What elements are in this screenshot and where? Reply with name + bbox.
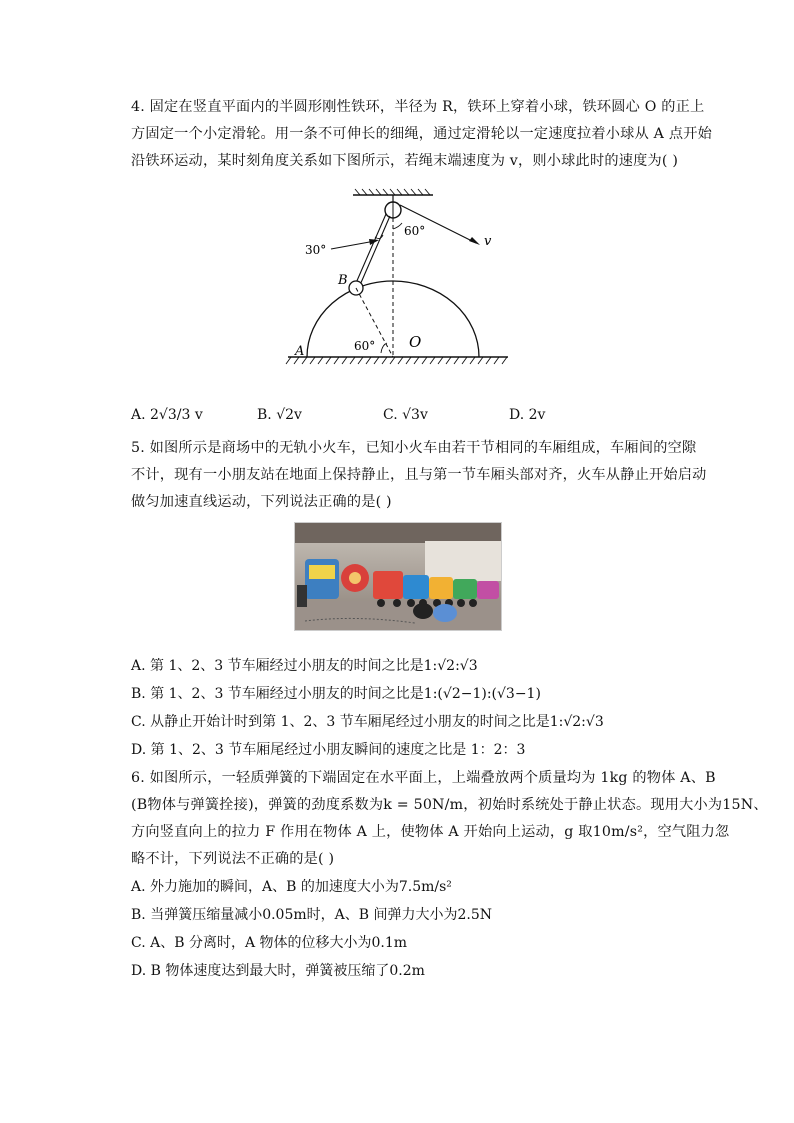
q6-option-c: C. A、B 分离时，A 物体的位移大小为0.1m xyxy=(131,935,408,951)
q4-text-line-3: 沿铁环运动，某时刻角度关系如下图所示，若绳末端速度为 v，则小球此时的速度为( ) xyxy=(131,153,679,169)
ceiling-hatch xyxy=(355,189,430,195)
q5-option-b: B. 第 1、2、3 节车厢经过小朋友的时间之比是1:(√2−1):(√3−1) xyxy=(131,686,541,702)
q4-text-line-2: 方固定一个小定滑轮。用一条不可伸长的细绳，通过定滑轮以一定速度拉着小球从 A 点开始 xyxy=(131,126,712,142)
label-O: O xyxy=(409,333,422,351)
label-A: A xyxy=(295,344,305,359)
label-60-deg-top: 60° xyxy=(404,224,426,238)
mall-train-photo xyxy=(294,522,502,631)
q6-text-line-3: 方向竖直向上的拉力 F 作用在物体 A 上，使物体 A 开始向上运动，g 取10m/s²，空气阻力忽 xyxy=(131,824,730,840)
label-v: v xyxy=(484,234,492,249)
q4-option-c: C. √3v xyxy=(383,407,428,423)
q5-option-a: A. 第 1、2、3 节车厢经过小朋友的时间之比是1:√2:√3 xyxy=(131,658,478,674)
rope-to-ball xyxy=(356,214,386,283)
q5-option-c: C. 从静止开始计时到第 1、2、3 节车厢尾经过小朋友的时间之比是1:√2:√3 xyxy=(131,714,604,730)
q4-pulley-ring-diagram xyxy=(283,185,513,370)
q4-option-d: D. 2v xyxy=(509,407,546,423)
q4-text-line-1: 4. 固定在竖直平面内的半圆形刚性铁环，半径为 R，铁环上穿着小球，铁环圆心 O 的正上 xyxy=(131,99,705,115)
q6-option-d: D. B 物体速度达到最大时，弹簧被压缩了0.2m xyxy=(131,963,425,979)
q5-option-d: D. 第 1、2、3 节车厢尾经过小朋友瞬间的速度之比是 1：2：3 xyxy=(131,742,526,758)
q4-option-b: B. √2v xyxy=(257,407,302,423)
q6-option-b: B. 当弹簧压缩量减小0.05m时，A、B 间弹力大小为2.5N xyxy=(131,907,492,923)
q4-option-a: A. 2√3/3 v xyxy=(131,407,203,423)
label-B: B xyxy=(338,273,348,288)
label-30-deg: 30° xyxy=(305,243,327,257)
angle-30-pointer xyxy=(331,241,375,249)
ground-hatch xyxy=(286,357,507,364)
q5-text-line-2: 不计，现有一小朋友站在地面上保持静止，且与第一节车厢头部对齐，火车从静止开始启动 xyxy=(131,467,707,483)
label-60-deg-bottom: 60° xyxy=(354,339,376,353)
q5-text-line-3: 做匀加速直线运动，下列说法正确的是( ) xyxy=(131,494,392,510)
q6-text-line-2: (B物体与弹簧拴接)，弹簧的劲度系数为k = 50N/m，初始时系统处于静止状态。现用大小为15N、 xyxy=(131,797,768,813)
velocity-arrow-icon xyxy=(469,237,480,245)
q6-option-a: A. 外力施加的瞬间，A、B 的加速度大小为7.5m/s² xyxy=(131,879,452,895)
q6-text-line-4: 略不计，下列说法不正确的是( ) xyxy=(131,851,335,867)
q5-text-line-1: 5. 如图所示是商场中的无轨小火车，已知小火车由若干节相同的车厢组成，车厢间的空隙 xyxy=(131,440,697,456)
q6-text-line-1: 6. 如图所示，一轻质弹簧的下端固定在水平面上，上端叠放两个质量均为 1kg 的物体 A、B xyxy=(131,770,716,786)
